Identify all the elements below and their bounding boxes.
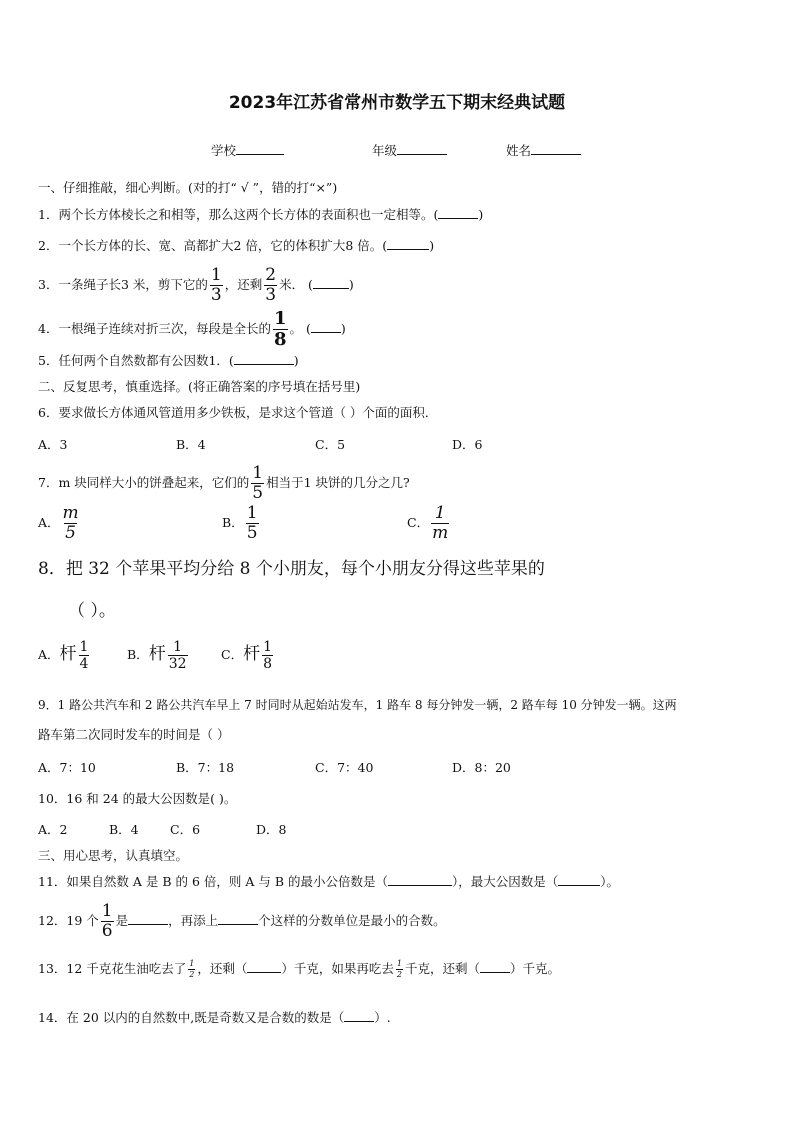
school-field[interactable]	[211, 141, 284, 159]
q10-option-c[interactable]: C．6	[170, 822, 201, 837]
section-3-heading: 三、用心思考，认真填空。	[38, 848, 189, 863]
question-7: 7．m 块同样大小的饼叠起来，它们的 $\frac{1}{5}$ 相当于1 块饼的几分之几?	[38, 463, 410, 503]
question-9-line-2: 路车第二次同时发车的时间是（ ）	[38, 727, 230, 742]
school-label: 学校	[211, 143, 237, 158]
answer-blank-value[interactable]	[128, 924, 168, 925]
q10-option-d[interactable]: D．8	[256, 822, 287, 837]
q8-option-b[interactable]: B．杆 $\frac{1}{32}$	[127, 639, 187, 672]
section-2-heading: 二、反复思考，慎重选择。(将正确答案的序号填在括号里)	[38, 379, 361, 394]
grade-blank[interactable]	[397, 154, 447, 155]
answer-blank-gcd[interactable]	[558, 885, 600, 886]
answer-blank[interactable]	[344, 1021, 374, 1022]
question-14: 14．在 20 以内的自然数中,既是奇数又是合数的数是（ ）.	[38, 1010, 391, 1025]
name-field[interactable]	[506, 141, 581, 159]
question-13: 13．12 千克花生油吃去了 $\frac{1}{2}$ ，还剩（ ）千克，如果再吃去 $\frac{1}{2}$ 千克，还剩（ ）千克。	[38, 959, 561, 979]
question-9-line-1: 9．1 路公共汽车和 2 路公共汽车早上 7 时同时从起始站发车，1 路车 8 每分钟发一辆，2 路车每 10 分钟发一辆。这两	[38, 698, 677, 712]
question-8-paren: （ ）。	[68, 601, 116, 621]
question-3: 3．一条绳子长3 米，剪下它的 $\frac{1}{3}$ ，还剩 $\frac{2}{3}$ 米． ( )	[38, 265, 354, 305]
answer-blank[interactable]	[313, 288, 349, 289]
name-blank[interactable]	[531, 154, 581, 155]
question-2: 2．一个长方体的长、宽、高都扩大2 倍，它的体积扩大8 倍。( )	[38, 238, 435, 253]
question-1: 1．两个长方体棱长之和相等，那么这两个长方体的表面积也一定相等。( )	[38, 207, 484, 222]
q7-option-b[interactable]: B． $\frac{1}{5}$	[222, 503, 258, 543]
answer-blank[interactable]	[234, 364, 294, 365]
school-blank[interactable]	[236, 154, 284, 155]
question-12: 12．19 个 $\frac{1}{6}$ 是 ，再添上 个这样的分数单位是最小的合数。	[38, 901, 446, 941]
q6-option-d[interactable]: D．6	[452, 437, 483, 452]
q6-option-c[interactable]: C．5	[315, 437, 346, 452]
answer-blank[interactable]	[311, 332, 341, 333]
grade-field[interactable]	[372, 141, 447, 159]
answer-blank-remaining-2[interactable]	[480, 972, 510, 973]
answer-blank[interactable]	[438, 218, 478, 219]
question-10: 10．16 和 24 的最大公因数是( )。	[38, 791, 237, 806]
q9-option-a[interactable]: A．7：10	[38, 760, 96, 775]
page-title: 2023年江苏省常州市数学五下期末经典试题	[228, 93, 566, 113]
question-6: 6．要求做长方体通风管道用多少铁板，是求这个管道（ ）个面的面积．	[38, 405, 438, 420]
section-1-heading: 一、仔细推敲，细心判断。(对的打“ √ ”，错的打“×”)	[38, 180, 338, 195]
q8-option-a[interactable]: A．杆 $\frac{1}{4}$	[38, 639, 89, 672]
q7-option-a[interactable]: A． $\frac{m}{5}$	[38, 503, 79, 543]
q6-option-a[interactable]: A．3	[38, 437, 68, 452]
answer-blank[interactable]	[387, 249, 429, 250]
q10-option-a[interactable]: A．2	[38, 822, 68, 837]
answer-blank-remaining-1[interactable]	[247, 972, 281, 973]
q8-option-c[interactable]: C．杆 $\frac{1}{8}$	[221, 639, 272, 672]
name-label: 姓名	[506, 143, 532, 158]
q7-option-c[interactable]: C． $\frac{1}{m}$	[407, 503, 449, 543]
q9-option-b[interactable]: B．7：18	[176, 760, 235, 775]
answer-blank-count[interactable]	[218, 924, 258, 925]
question-11: 11．如果自然数 A 是 B 的 6 倍，则 A 与 B 的最小公倍数是（ ），最大公因数是（ ）。	[38, 874, 620, 889]
q6-option-b[interactable]: B．4	[176, 437, 206, 452]
grade-label: 年级	[372, 143, 398, 158]
answer-blank-lcm[interactable]	[388, 885, 452, 886]
q10-option-b[interactable]: B．4	[109, 822, 139, 837]
question-5: 5．任何两个自然数都有公因数1．( )	[38, 353, 299, 368]
question-4: 4．一根绳子连续对折三次，每段是全长的 $\frac{1}{8}$ 。 ( )	[38, 308, 346, 350]
q9-option-d[interactable]: D．8：20	[452, 760, 511, 775]
q9-option-c[interactable]: C．7：40	[315, 760, 374, 775]
question-8: 8．把 32 个苹果平均分给 8 个小朋友，每个小朋友分得这些苹果的	[38, 559, 545, 579]
